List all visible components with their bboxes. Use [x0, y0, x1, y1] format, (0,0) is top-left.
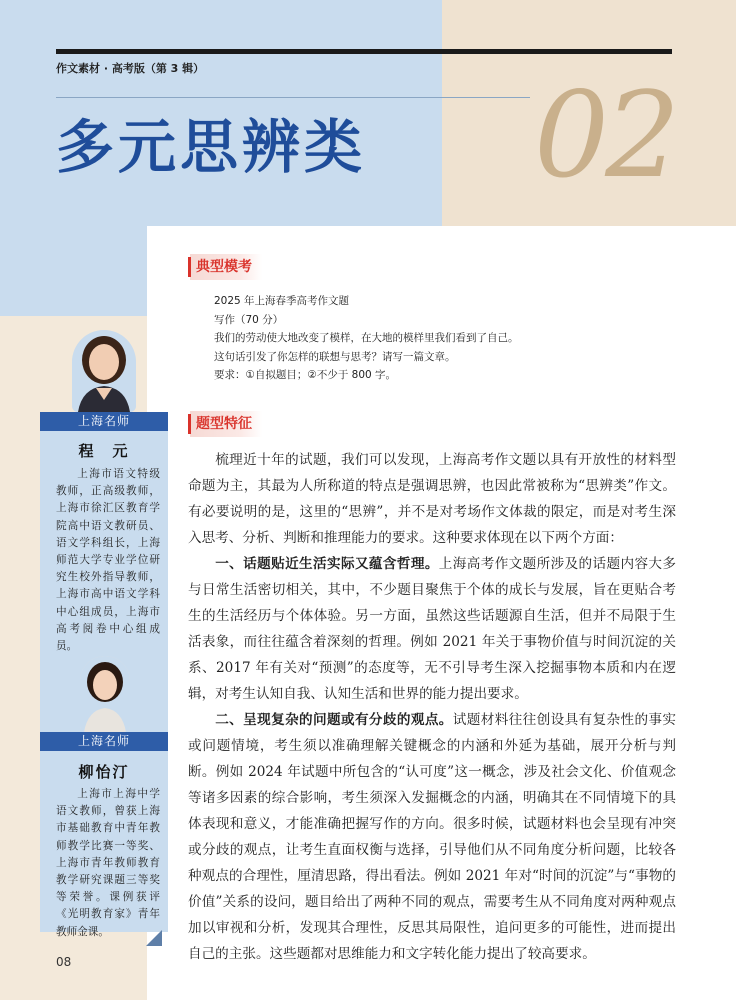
chapter-number: 02: [534, 66, 677, 204]
point-2-heading: 二、呈现复杂的问题或有分歧的观点。: [215, 712, 453, 728]
top-rule: [56, 49, 672, 54]
teacher-2-portrait-icon: [80, 656, 130, 732]
paragraph-point-1: [188, 551, 676, 707]
exam-block: [214, 292, 519, 385]
page-number: 08: [56, 955, 72, 969]
teacher-2-avatar: [80, 656, 130, 732]
paragraph-intro: 梳理近十年的试题，我们可以发现，上海高考作文题以具有开放性的材料型命题为主，其最为人所称道的特点是强调思辨，也因此常被称为“思辨类”作文。有必要说明的是，这里的“思辨”，并不是对考场作文体裁的限定，而是对考生深入思考、分析、判断和推理能力的要求。这种要求体现在以下两个方面：: [188, 452, 676, 546]
section-label-mock-exam: 典型模考: [190, 254, 262, 280]
sidebar-corner-fold: [146, 930, 162, 946]
exam-score: 写作（70 分）: [214, 313, 284, 326]
teacher-2-badge: 上海名师: [40, 732, 168, 751]
point-1-heading: 一、话题贴近生活实际又蕴含哲理。: [215, 556, 439, 572]
teacher-2-name: 柳怡汀: [78, 763, 130, 781]
page-title: 多元思辨类: [56, 113, 367, 181]
teacher-1-name: 程 元: [78, 442, 130, 460]
teacher-2-bio: [56, 786, 160, 941]
section-label-features: 题型特征: [190, 411, 262, 437]
point-1-text: 上海高考作文题所涉及的话题内容大多与日常生活密切相关，其中，不少题目聚焦于个体的成长与发展，旨在更贴合考生的生活经历与个体体验。另一方面，虽然这些话题源自生活，但并不局限于生活表象，而往往蕴含着深刻的哲理。例如 2021 年关于事物价值与时间沉淀的关系、2017 年有关对“预测”的态度等，无不引导考生深入挖掘事物本质和内在逻辑，对考生认知自我、认知生活和世界的能力提出要求。: [188, 556, 676, 702]
title-divider: [56, 97, 530, 98]
exam-prompt-line-1: 我们的劳动使大地改变了模样，在大地的模样里我们看到了自己。: [214, 332, 519, 344]
teacher-1-bio-text: 上海市语文特级教师，正高级教师，上海市徐汇区教育学院高中语文教研员、语文学科组长，上海师范大学专业学位研究生校外指导教师，上海市高中语文学科中心组成员，上海市高考阅卷中心组成员。: [56, 468, 160, 653]
point-2-text: 试题材料往往创设具有复杂性的事实或问题情境，考生须以准确理解关键概念的内涵和外延为基础，展开分析与判断。例如 2024 年试题中所包含的“认可度”这一概念，涉及社会文化、价值观念等诸多因素的综合影响，考生须深入发掘概念的内涵，明确其在不同情境下的具体表现和意义，才能准确把握写作的方向。很多时候，试题材料也会呈现有冲突或分歧的观点，让考生直面权衡与选择，引导他们从不同角度分析问题，比较各种观点的合理性，厘清思路，得出看法。例如 2021 年对“时间的沉淀”与“事物的价值”关系的设问，题目给出了两种不同的观点，需要考生从不同角度对两种观点加以审视和分析，发现其合理性，反思其局限性，追问更多的可能性，进而提出自己的主张。这些题都对思维能力和文字转化能力提出了较高要求。: [188, 712, 677, 962]
exam-title: 2025 年上海春季高考作文题: [214, 295, 350, 307]
exam-prompt-line-2: 这句话引发了你怎样的联想与思考？请写一篇文章。: [214, 350, 456, 363]
article-body: [188, 447, 676, 967]
teacher-1-portrait-icon: [72, 330, 136, 412]
teacher-1-avatar: [72, 330, 136, 412]
paragraph-point-2: [188, 707, 676, 967]
teacher-1-badge: 上海名师: [40, 412, 168, 431]
teacher-1-bio: [56, 466, 160, 655]
teacher-2-bio-text: 上海市上海中学语文教师，曾获上海市基础教育中青年教师教学比赛一等奖、上海市青年教师教育教学研究课题三等奖等荣誉。课例获评《光明教育家》青年教师金课。: [56, 788, 160, 938]
exam-requirement: 要求：①自拟题目；②不少于 800 字。: [214, 369, 397, 381]
left-blue-panel: [0, 226, 147, 316]
series-title: 作文素材 · 高考版（第 3 辑）: [56, 62, 205, 75]
